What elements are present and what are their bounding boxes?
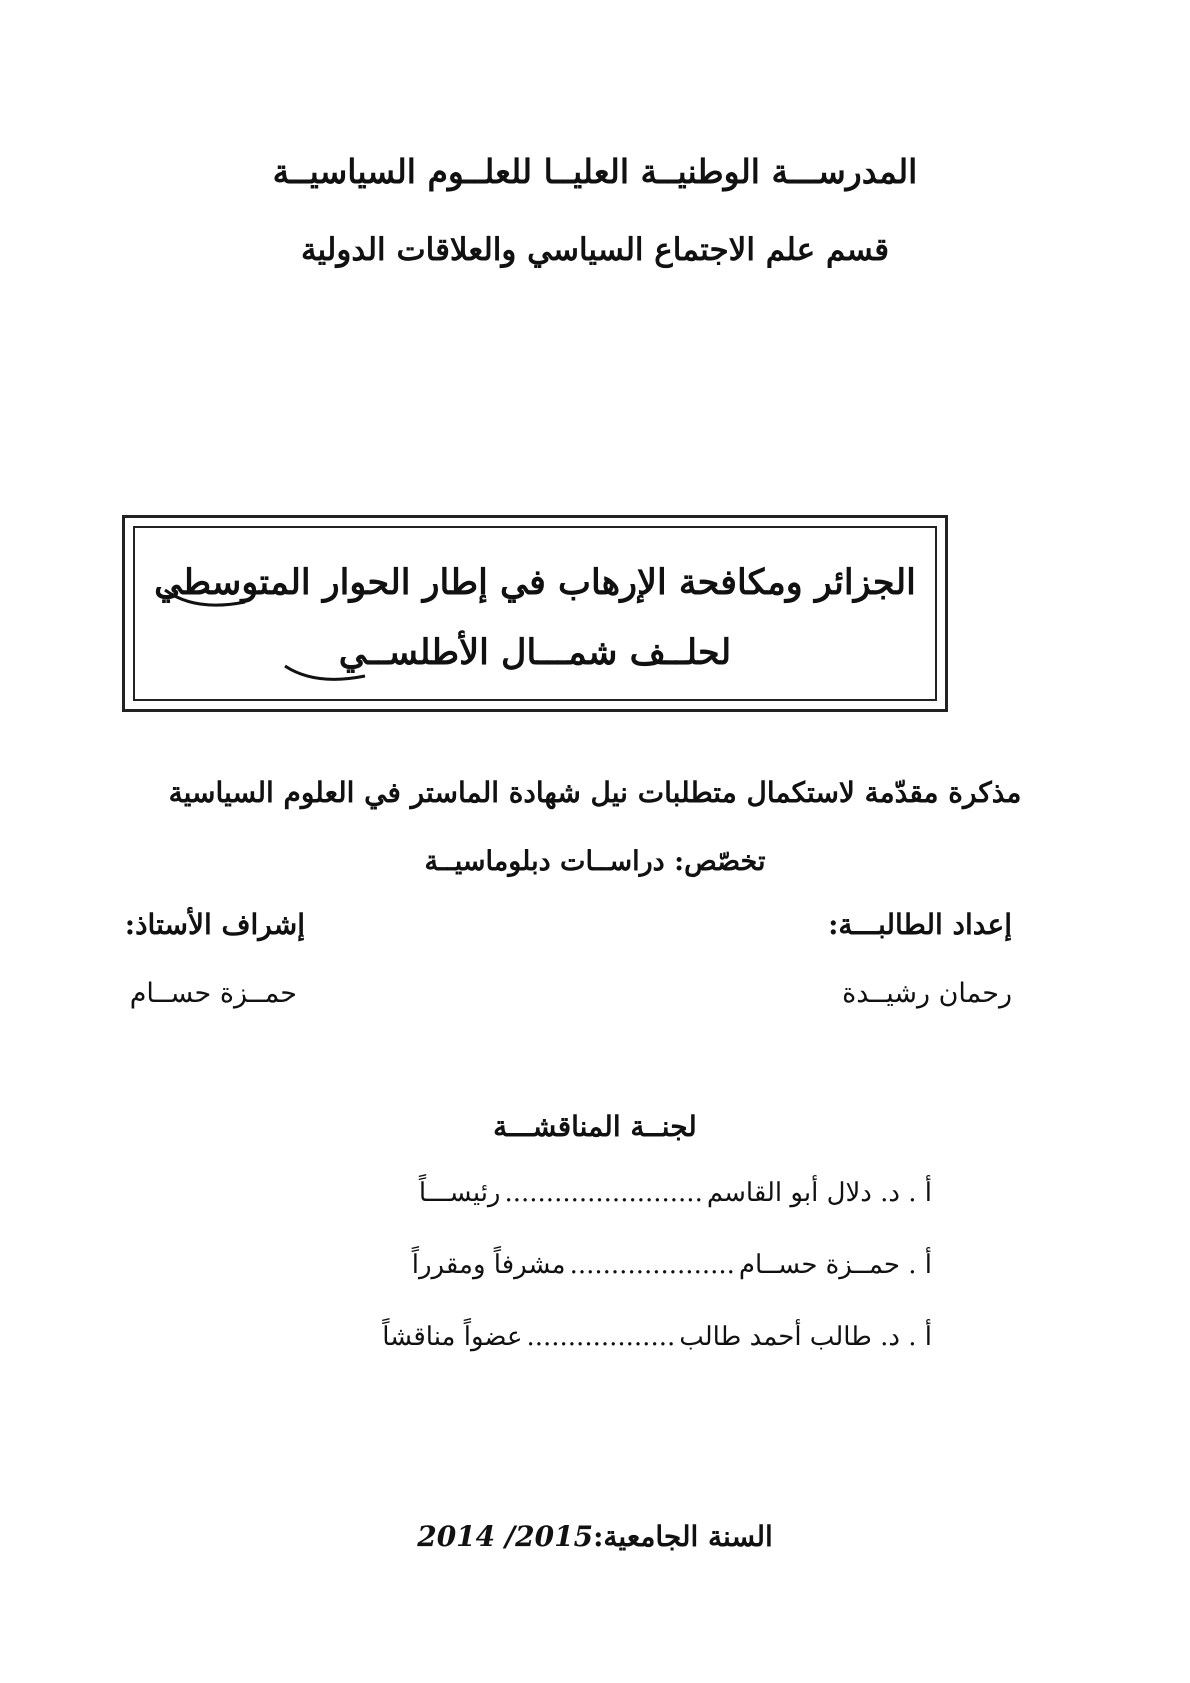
title-frame-inner [133, 526, 937, 701]
committee-member [412, 1250, 932, 1280]
title-frame [122, 515, 948, 712]
thesis-title-line-1: الجزائر ومكافحة الإرهاب في إطار الحوار المتوسطي [154, 562, 916, 603]
supervision-label: إشراف الأستاذ: [124, 908, 305, 941]
member-dots: .................... [569, 1250, 735, 1280]
member-role: عضواً مناقشاً [382, 1322, 523, 1352]
academic-year [0, 1520, 1190, 1553]
member-name: أ . حمــزة حســام [738, 1250, 932, 1280]
school-name: المدرســـة الوطنيــة العليــا للعلــوم السياسيــة [272, 152, 918, 191]
member-role: رئيســـاً [418, 1178, 501, 1208]
prepared-by-label: إعداد الطالبـــة: [828, 908, 1012, 941]
member-role: مشرفاً ومقرراً [411, 1250, 566, 1280]
academic-year-label: السنة الجامعية: [593, 1520, 773, 1553]
committee-member [419, 1178, 932, 1208]
committee-title: لجنــة المناقشـــة [493, 1110, 697, 1143]
supervisor-name: حمــزة حســام [129, 978, 297, 1009]
academic-year-value: 2014 /2015 [417, 1520, 594, 1553]
committee-member [382, 1322, 932, 1352]
specialization: تخصّص: دراســات دبلوماسيــة [424, 846, 766, 877]
member-name: أ . د. دلال أبو القاسم [706, 1178, 932, 1208]
member-dots: ........................ [504, 1178, 703, 1208]
student-name: رحمان رشيــدة [842, 978, 1012, 1009]
calligraphy-swash-1 [135, 528, 945, 718]
member-dots: .................. [526, 1322, 676, 1352]
member-name: أ . د. طالب أحمد طالب [679, 1322, 932, 1352]
memo-purpose: مذكرة مقدّمة لاستكمال متطلبات نيل شهادة الماستر في العلوم السياسية [168, 776, 1022, 809]
thesis-title-line-2: لحلــف شمـــال الأطلســي [338, 632, 732, 673]
department-name: قسم علم الاجتماع السياسي والعلاقات الدولية [300, 232, 890, 268]
